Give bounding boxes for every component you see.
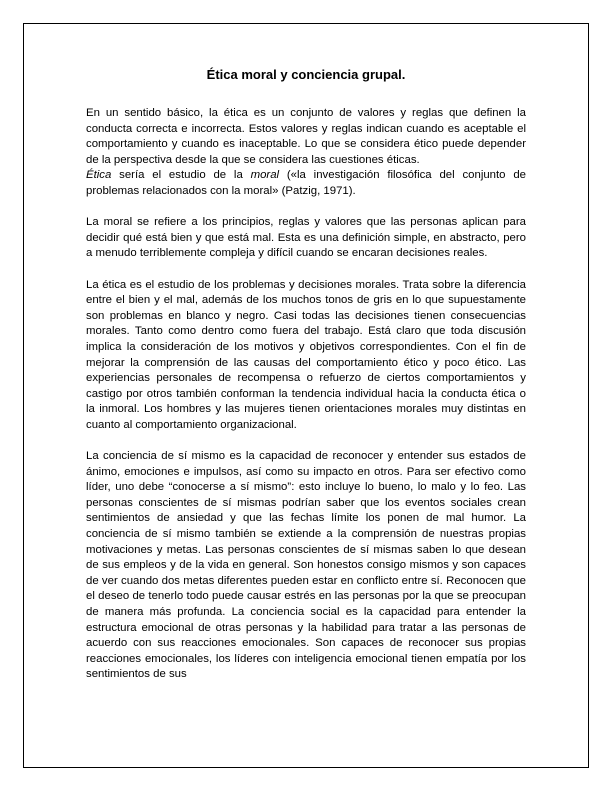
paragraph-2: La moral se refiere a los principios, reglas y valores que las personas aplican para decidir qué está bien y que está mal. Esta es una definición simple, en abstracto, pero a menudo terriblemente compleja y difícil cuando se encaran decisiones reales. bbox=[86, 216, 526, 260]
document-title: Ética moral y conciencia grupal. bbox=[206, 67, 406, 82]
paragraph-4: La conciencia de sí mismo es la capacidad de reconocer y entender sus estados de ánimo, emociones e impulsos, así como su impacto en otros. Para ser efectivo como líder, uno debe “conocerse a sí mismo”: esto incluye lo bueno, lo malo y lo feo. Las personas conscientes de sí mismas podrían saber que los eventos sociales crean sentimientos de ansiedad y que las fechas límite los ponen de mal humor. La conciencia de sí mismo también se extiende a la comprensión de nuestras propias motivaciones y metas. Las personas conscientes de sí mismas saben lo que desean de sus empleos y de la vida en general. Son honestos consigo mismos y son capaces de ver cuando dos metas diferentes pueden estar en conflicto entre sí. Reconocen que el deseo de tenerlo todo puede causar estrés en las personas por la que se preocupan de manera más profunda. La conciencia social es la capacidad para entender la estructura emocional de otras personas y la habilidad para tratar a las personas de acuerdo con sus reacciones emocionales. Son capaces de reconocer sus propias reacciones emocionales, los líderes con inteligencia emocional tienen empatía por los sentimientos de sus bbox=[86, 450, 526, 681]
paragraph-gap bbox=[86, 433, 526, 449]
paragraph-1-definition bbox=[86, 168, 526, 199]
term-etica: Ética bbox=[86, 169, 112, 182]
paragraph-gap bbox=[86, 200, 526, 216]
document-body bbox=[86, 66, 526, 683]
paragraph-3: La ética es el estudio de los problemas y decisiones morales. Trata sobre la diferencia entre el bien y el mal, además de los muchos tonos de gris en lo que supuestamente son problemas en blanco y negro. Casi todas las decisiones tienen consecuencias morales. Tanto como dentro como fuera del trabajo. Está claro que toda discusión implica la consideración de los motivos y objetivos correspondientes. Con el fin de mejorar la comprensión de las causas del comportamiento ético y poco ético. Las experiencias personales de recompensa o refuerzo de ciertos comportamientos y castigo por otros también conforman la tendencia individual hacia la conducta ética o la inmoral. Los hombres y las mujeres tienen orientaciones morales muy distintas en cuanto al comportamiento organizacional. bbox=[86, 278, 526, 431]
paragraph-1: En un sentido básico, la ética es un conjunto de valores y reglas que definen la conducta correcta e incorrecta. Estos valores y reglas indican cuando es aceptable el comportamiento y cuando es inaceptable. Lo que se considera ético puede depender de la perspectiva desde la que se considera las cuestiones éticas. bbox=[86, 107, 526, 166]
definition-rest: («la investigación filosófica del conjunto de problemas relacionados con la moral» (Patzig, 1971). bbox=[86, 169, 526, 197]
definition-mid: sería el estudio de la bbox=[111, 169, 251, 182]
term-moral: moral bbox=[250, 169, 280, 182]
paragraph-gap bbox=[86, 262, 526, 278]
